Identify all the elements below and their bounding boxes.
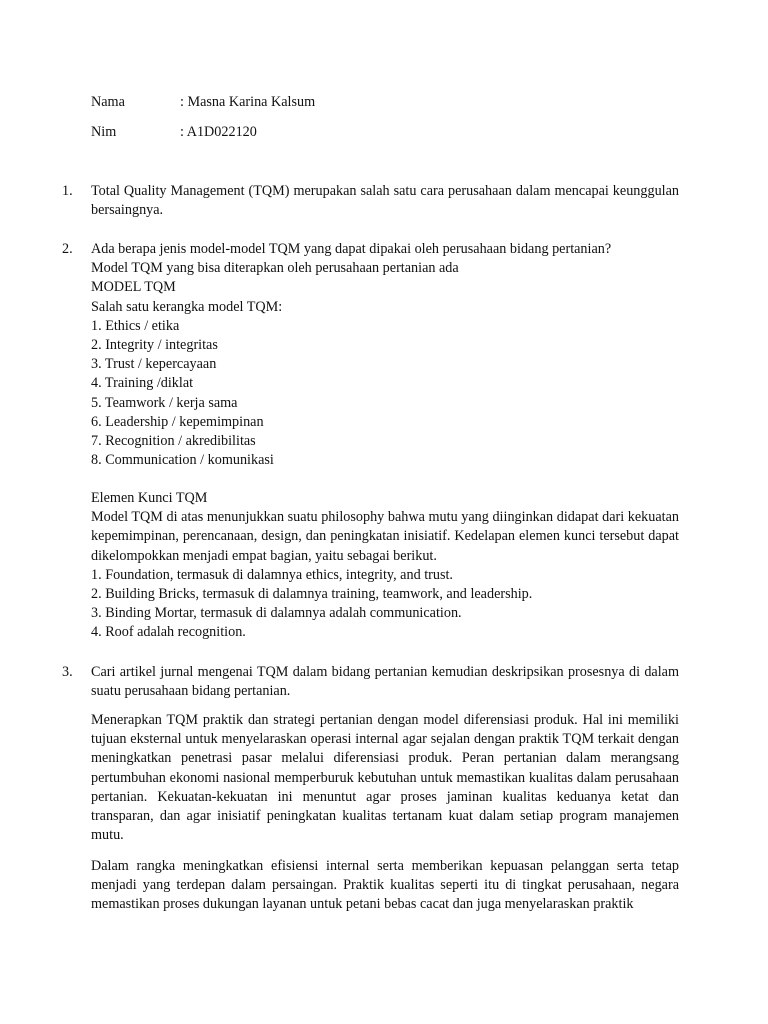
key-element-item: 3. Binding Mortar, termasuk di dalamnya adalah communication. xyxy=(91,605,462,622)
framework-item: 7. Recognition / akredibilitas xyxy=(91,433,256,450)
name-label: Nama xyxy=(91,94,125,110)
q3-paragraph-1: Menerapkan TQM praktik dan strategi pertanian dengan model diferensiasi produk. Hal ini memiliki tujuan eksternal untuk menyelaraskan operasi internal agar sejalan dengan praktik TQM terkait dengan meningkatkan penetrasi pasar melalui diferensiasi produk. Peran pertanian dalam merangsang pertumbuhan ekonomi nasional memperburuk kebutuhan untuk memastikan kualitas dalam perusahaan pertanian. Kekuatan-kekuatan ini menuntut agar proses jaminan kualitas keduanya ketat dan transparan, dan agar inisiatif peningkatan kualitas tertanam kuat dalam setiap program manajemen mutu. xyxy=(91,712,679,844)
key-element-item: 4. Roof adalah recognition. xyxy=(91,624,246,641)
framework-item: 8. Communication / komunikasi xyxy=(91,452,274,469)
q3-paragraph-2: Dalam rangka meningkatkan efisiensi internal serta memberikan kepuasan pelanggan serta tetap menjadi yang terdepan dalam persaingan. Praktik kualitas seperti itu di tingkat perusahaan, negara memastikan proses dukungan layanan untuk petani bebas cacat dan juga menyelaraskan praktik xyxy=(91,858,679,913)
name-value: : Masna Karina Kalsum xyxy=(180,94,316,110)
framework-item: 2. Integrity / integritas xyxy=(91,337,218,354)
key-elements-heading: Elemen Kunci TQM xyxy=(91,490,208,506)
framework-item: 4. Training /diklat xyxy=(91,375,194,392)
q2-number: 2. xyxy=(62,241,73,257)
nim-label: Nim xyxy=(91,124,117,140)
q3-number: 3. xyxy=(62,664,73,680)
q3-question: Cari artikel jurnal mengenai TQM dalam bidang pertanian kemudian deskripsikan prosesnya di dalam suatu perusahaan bidang pertanian. xyxy=(91,664,679,700)
q2-model-heading: MODEL TQM xyxy=(91,279,176,296)
q2-framework-heading: Salah satu kerangka model TQM: xyxy=(91,298,283,315)
q2-section xyxy=(91,240,679,470)
framework-item: 3. Trust / kepercayaan xyxy=(91,356,217,373)
framework-item: 1. Ethics / etika xyxy=(91,317,180,334)
q2-intro: Model TQM yang bisa diterapkan oleh perusahaan pertanian ada xyxy=(91,260,459,277)
framework-item: 5. Teamwork / kerja sama xyxy=(91,394,238,411)
key-element-item: 2. Building Bricks, termasuk di dalamnya training, teamwork, and leadership. xyxy=(91,586,533,603)
q2-question: Ada berapa jenis model-model TQM yang dapat dipakai oleh perusahaan bidang pertanian? xyxy=(91,241,612,257)
nim-value: : A1D022120 xyxy=(180,124,257,140)
key-element-item: 1. Foundation, termasuk di dalamnya ethics, integrity, and trust. xyxy=(91,566,453,583)
q1-text: Total Quality Management (TQM) merupakan salah satu cara perusahaan dalam mencapai keunggulan bersaingnya. xyxy=(91,183,679,219)
framework-item: 6. Leadership / kepemimpinan xyxy=(91,413,264,430)
q1-number: 1. xyxy=(62,183,73,199)
key-elements-section xyxy=(91,489,679,643)
key-elements-paragraph: Model TQM di atas menunjukkan suatu philosophy bahwa mutu yang diinginkan didapat dari kekuatan kepemimpinan, perencanaan, design, dan peningkatan inisiatif. Kedelapan elemen kunci tersebut dapat dikelompokkan menjadi empat bagian, yaitu sebagai berikut. xyxy=(91,509,679,564)
